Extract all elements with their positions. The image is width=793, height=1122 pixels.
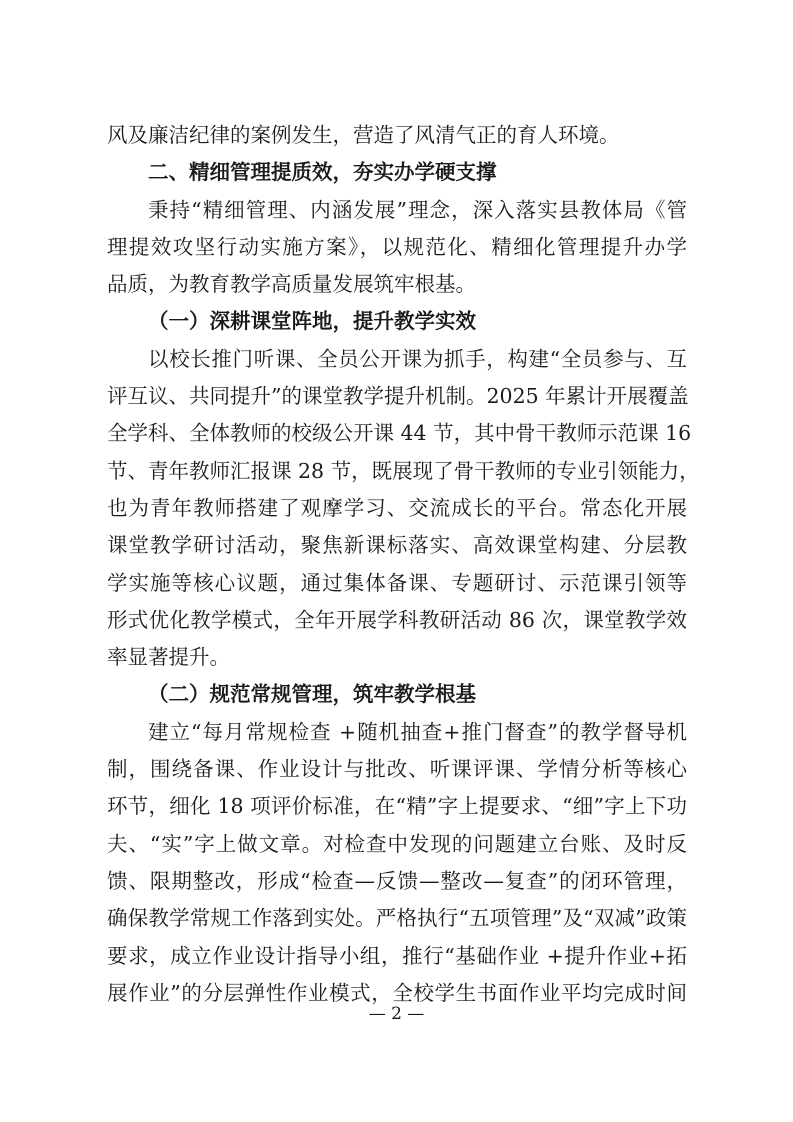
body-line: 展作业”的分层弹性作业模式，全校学生书面作业平均完成时间 [107,980,687,1005]
subsection-heading: （二）规范常规管理，筑牢教学根基 [148,682,476,707]
body-line: 建立“每月常规检查 +随机抽查+推门督查”的教学督导机 [148,719,687,744]
body-line: 环节，细化 18 项评价标准，在“精”字上提要求、“细”字上下功 [107,794,687,819]
body-line: 理提效攻坚行动实施方案》，以规范化、精细化管理提升办学 [107,234,687,259]
body-line: 馈、限期整改，形成“检查—反馈—整改—复查”的闭环管理， [107,868,687,893]
body-line: 课堂教学研讨活动，聚焦新课标落实、高效课堂构建、分层教 [107,533,687,558]
body-line: 品质，为教育教学高质量发展筑牢根基。 [107,272,476,297]
body-line: 秉持“精细管理、内涵发展”理念，深入落实县教体局《管 [148,197,687,222]
body-line: 形式优化教学模式，全年开展学科教研活动 86 次，课堂教学效 [107,607,687,632]
body-line: 学实施等核心议题，通过集体备课、专题研讨、示范课引领等 [107,570,687,595]
body-line: 夫、“实”字上做文章。对检查中发现的问题建立台账、及时反 [107,831,687,856]
body-line: 确保教学常规工作落到实处。严格执行“五项管理”及“双减”政策 [107,906,687,931]
body-line: 以校长推门听课、全员公开课为抓手，构建“全员参与、互 [148,346,687,371]
body-line: 也为青年教师搭建了观摩学习、交流成长的平台。常态化开展 [107,495,687,520]
body-line: 率显著提升。 [107,645,230,670]
body-line: 全学科、全体教师的校级公开课 44 节，其中骨干教师示范课 16 [107,421,692,446]
subsection-heading: （一）深耕课堂阵地，提升教学实效 [148,309,476,334]
body-line: 评互议、共同提升”的课堂教学提升机制。2025 年累计开展覆盖 [107,384,689,409]
body-line: 要求，成立作业设计指导小组，推行“基础作业 +提升作业+拓 [107,943,687,968]
body-line: 节、青年教师汇报课 28 节，既展现了骨干教师的专业引领能力， [107,458,700,483]
body-line: 风及廉洁纪律的案例发生，营造了风清气正的育人环境。 [107,123,620,147]
page-number: — 2 — [368,1004,425,1024]
section-heading: 二、精细管理提质效，夯实办学硬支撑 [148,160,497,185]
document-page [107,117,700,1012]
body-line: 制，围绕备课、作业设计与批改、听课评课、学情分析等核心 [107,757,687,782]
